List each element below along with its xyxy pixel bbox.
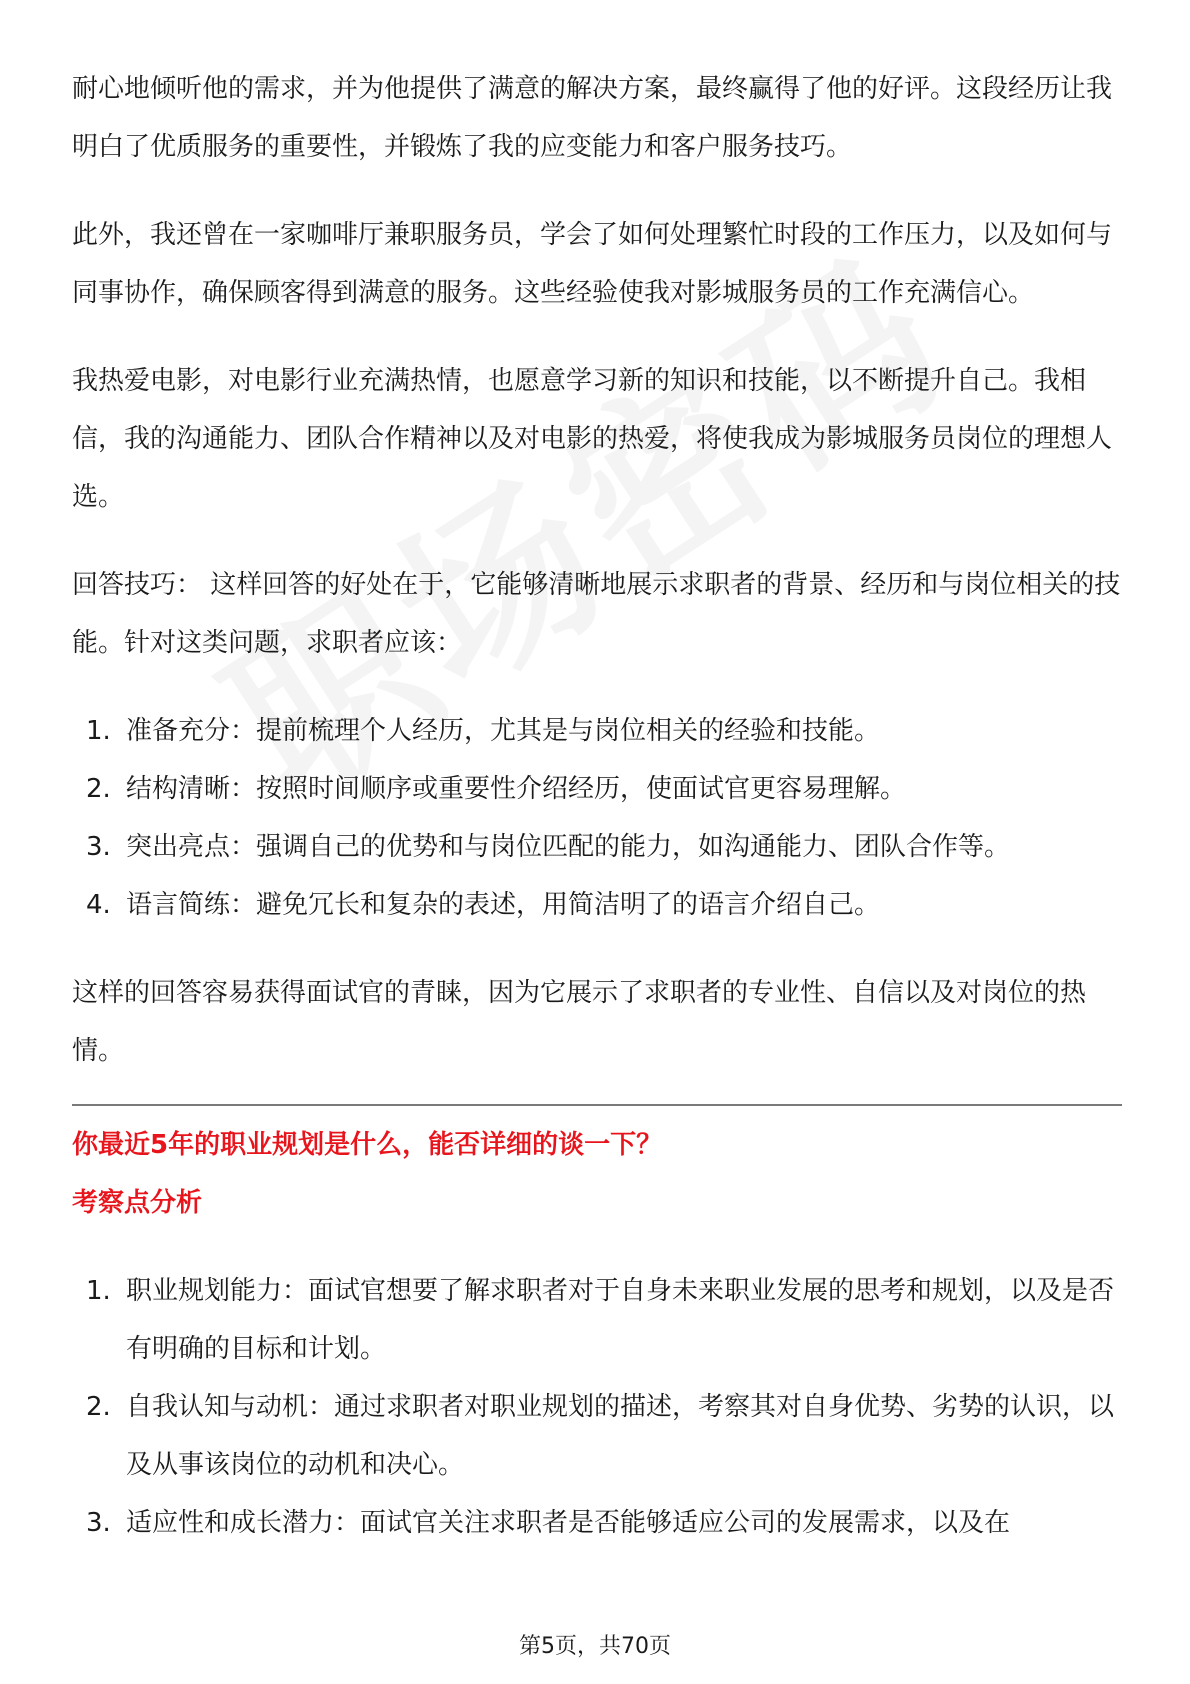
document-body [72,60,1122,1552]
tips-list [72,702,1122,934]
paragraph-2: 此外，我还曾在一家咖啡厅兼职服务员，学会了如何处理繁忙时段的工作压力，以及如何与同事协作，确保顾客得到满意的服务。这些经验使我对影城服务员的工作充满信心。 [72,220,1113,308]
list-item [72,818,1122,876]
analysis-heading: 考察点分析 [72,1188,203,1218]
list-number: 4. [86,890,111,920]
list-text: 突出亮点：强调自己的优势和与岗位匹配的能力，如沟通能力、团队合作等。 [126,832,1011,862]
list-item [72,760,1122,818]
paragraph-3: 我热爱电影，对电影行业充满热情，也愿意学习新的知识和技能，以不断提升自己。我相信，我的沟通能力、团队合作精神以及对电影的热爱，将使我成为影城服务员岗位的理想人选。 [72,366,1113,512]
list-item [72,1262,1122,1378]
list-text: 适应性和成长潜力：面试官关注求职者是否能够适应公司的发展需求，以及在 [126,1508,1011,1538]
list-item [72,1378,1122,1494]
page-number: 第5页，共70页 [519,1634,671,1659]
section-divider [72,1104,1122,1106]
list-text: 自我认知与动机：通过求职者对职业规划的描述，考察其对自身优势、劣势的认识，以及从事该岗位的动机和决心。 [126,1392,1115,1480]
list-number: 2. [86,774,111,804]
list-item [72,876,1122,934]
list-number: 1. [86,1276,111,1306]
closing-paragraph: 这样的回答容易获得面试官的青睐，因为它展示了求职者的专业性、自信以及对岗位的热情。 [72,978,1087,1066]
paragraph-1: 耐心地倾听他的需求，并为他提供了满意的解决方案，最终赢得了他的好评。这段经历让我明白了优质服务的重要性，并锻炼了我的应变能力和客户服务技巧。 [72,74,1113,162]
list-text: 结构清晰：按照时间顺序或重要性介绍经历，使面试官更容易理解。 [126,774,907,804]
list-item [72,702,1122,760]
list-number: 2. [86,1392,111,1422]
list-text: 准备充分：提前梳理个人经历，尤其是与岗位相关的经验和技能。 [126,716,881,746]
list-text: 职业规划能力：面试官想要了解求职者对于自身未来职业发展的思考和规划，以及是否有明确的目标和计划。 [126,1276,1115,1364]
list-text: 语言简练：避免冗长和复杂的表述，用简洁明了的语言介绍自己。 [126,890,881,920]
answer-tips-intro: 回答技巧： 这样回答的好处在于，它能够清晰地展示求职者的背景、经历和与岗位相关的技能。针对这类问题，求职者应该： [72,570,1121,658]
analysis-list [72,1262,1122,1552]
list-item [72,1494,1122,1552]
list-number: 1. [86,716,111,746]
question-heading: 你最近5年的职业规划是什么，能否详细的谈一下？ [72,1130,663,1160]
list-number: 3. [86,832,111,862]
list-number: 3. [86,1508,111,1538]
